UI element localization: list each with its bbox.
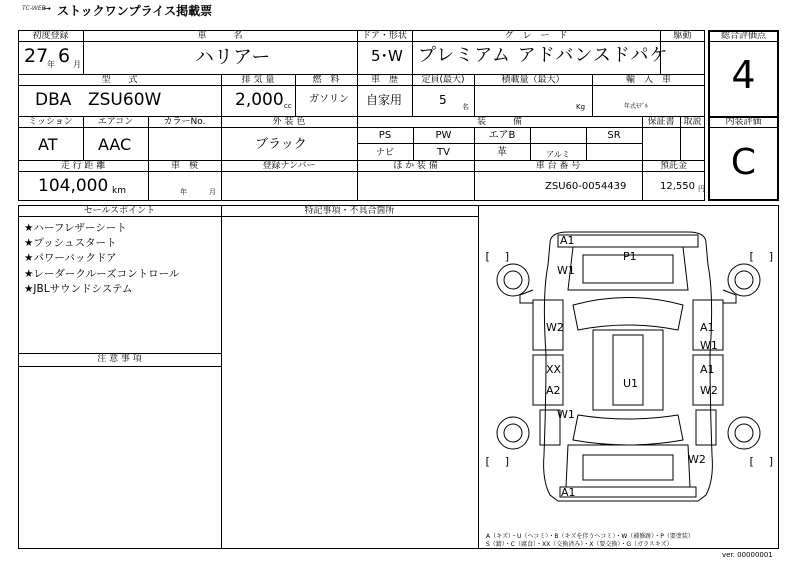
equip-airbag: エアB [488, 130, 516, 141]
overall-score-value: 4 [731, 53, 756, 97]
equip-sr: SR [607, 130, 621, 141]
legend-line-1: A（キズ）・U（ヘコミ）・B（キズを伴うヘコミ）・W（補修跡）・P（要塗装） [486, 533, 694, 540]
equip-leather: 革 [497, 147, 507, 158]
label-reg-number: 登録ナンバー [262, 161, 316, 171]
label-mission: ミッション [28, 117, 73, 127]
label-import: 輸 入 車 [625, 75, 671, 85]
sales-points-list [24, 221, 179, 297]
mark-u1: U1 [623, 377, 639, 390]
car-icon: ⊶ [43, 4, 51, 13]
label-notes: 特記事項・不具合箇所 [304, 206, 395, 216]
equip-ps: PS [378, 130, 392, 141]
first-reg-year: 27 [24, 45, 49, 67]
label-fuel: 燃 料 [312, 75, 340, 85]
label-category: 車 歴 [370, 75, 398, 85]
legend-line-2: S（錆）・C（腐食）・XX（交換済み）・X（要交換）・G（ガラスキズ） [486, 541, 673, 548]
label-overall-score: 総合評価点 [720, 31, 766, 41]
grade-value: プレミアム アドバンスドパケ [418, 45, 669, 66]
mark-a2: A2 [546, 384, 561, 397]
bracket: [ [748, 455, 755, 468]
first-reg-year-unit: 年 [47, 60, 55, 69]
price-value: 12,550 [660, 181, 695, 192]
mark-a1-right-door: A1 [700, 321, 715, 334]
bracket: [ [748, 250, 755, 263]
label-first-reg: 初度登録 [32, 31, 69, 41]
mark-w2-left-door: W2 [546, 321, 564, 334]
mark-w1-left-rear: W1 [557, 408, 575, 421]
displacement-unit: cc [284, 102, 292, 110]
label-door-type: ドア・形状 [362, 31, 407, 41]
document-title: ストックワンプライス掲載票 [57, 4, 213, 18]
mark-w2-right-rear: W2 [700, 384, 718, 397]
model-prefix: DBA [35, 90, 72, 110]
interior-score-value: C [730, 142, 757, 183]
label-drive: 駆動 [673, 31, 692, 41]
bracket: ] [768, 250, 775, 263]
label-warranty: 保証書 [647, 117, 675, 127]
list-item: ★プッシュスタート [24, 237, 117, 250]
list-item: ★JBLサウンドシステム [24, 282, 133, 295]
label-car-name: 車 名 [197, 31, 243, 41]
equip-alloy: アルミ [546, 150, 570, 159]
category-value: 自家用 [366, 93, 403, 107]
mission-value: AT [38, 135, 58, 154]
logo: TC-WEB [22, 5, 46, 12]
label-caution: 注 意 事 項 [97, 354, 142, 364]
label-equipment: 装 備 [476, 117, 522, 127]
label-color-no: カラーNo. [163, 117, 206, 127]
bracket: ] [504, 250, 511, 263]
label-capacity: 定員(最大) [421, 75, 465, 85]
bracket: [ [484, 455, 491, 468]
bracket: ] [768, 455, 775, 468]
mark-w1-left-front: W1 [557, 264, 575, 277]
label-manual: 取説 [683, 117, 702, 127]
bracket: ] [504, 455, 511, 468]
inspection-month: 月 [209, 188, 216, 196]
label-other-equipment: ほ か 装 備 [393, 161, 438, 171]
list-item: ★レーダークルーズコントロール [24, 267, 180, 280]
mark-a1-rear: A1 [561, 486, 576, 499]
load-unit: Kg [576, 103, 586, 111]
mileage-value: 104,000 [38, 176, 109, 196]
price-unit: 円 [698, 185, 705, 193]
label-displacement: 排 気 量 [241, 75, 275, 85]
model-value: ZSU60W [88, 90, 162, 110]
label-exterior-color: 外 装 色 [272, 117, 306, 127]
displacement-value: 2,000 [235, 90, 284, 110]
label-price: 預託金 [659, 161, 687, 171]
mark-xx: XX [546, 363, 562, 376]
inspection-year: 年 [180, 188, 187, 196]
label-inspection: 車 検 [170, 161, 198, 171]
car-name-value: ハリアー [195, 46, 271, 68]
label-aircon: エアコン [97, 117, 134, 127]
label-model: 型 式 [101, 75, 138, 85]
label-interior-score: 内装評価 [725, 117, 762, 127]
capacity-value: 5 [439, 93, 447, 107]
bracket: [ [484, 250, 491, 263]
mark-a1-right-rear: A1 [700, 363, 715, 376]
equip-tv: TV [437, 147, 450, 158]
mark-a1-front: A1 [560, 234, 575, 247]
fuel-value: ガソリン [309, 94, 349, 105]
mileage-unit: km [112, 186, 126, 196]
equip-pw: PW [435, 130, 452, 141]
mark-w1-right-door: W1 [700, 339, 718, 352]
import-model: 年式ﾓﾃﾞﾙ [624, 103, 649, 110]
label-sales-points: セールスポイント [83, 206, 156, 216]
capacity-unit: 名 [462, 103, 469, 111]
equip-navi: ナビ [375, 148, 394, 158]
mark-p1: P1 [623, 250, 637, 263]
exterior-color-value: ブラック [255, 137, 307, 152]
car-damage-diagram [478, 205, 779, 549]
label-mileage: 走 行 距 離 [60, 161, 106, 171]
label-chassis-no: 車 台 番 号 [535, 161, 581, 171]
first-reg-month-unit: 月 [73, 60, 81, 69]
chassis-no-value: ZSU60-0054439 [545, 181, 627, 192]
version-label: ver. 00000001 [722, 551, 773, 559]
aircon-value: AAC [98, 135, 132, 154]
label-load: 積載量（最大） [501, 75, 565, 85]
mark-w2-rear: W2 [688, 453, 706, 466]
first-reg-month: 6 [58, 45, 71, 67]
door-type-value: 5･W [371, 47, 403, 65]
label-grade: グ レ ー ド [504, 31, 568, 41]
list-item: ★パワーバックドア [24, 252, 117, 265]
list-item: ★ハーフレザーシート [24, 222, 127, 234]
